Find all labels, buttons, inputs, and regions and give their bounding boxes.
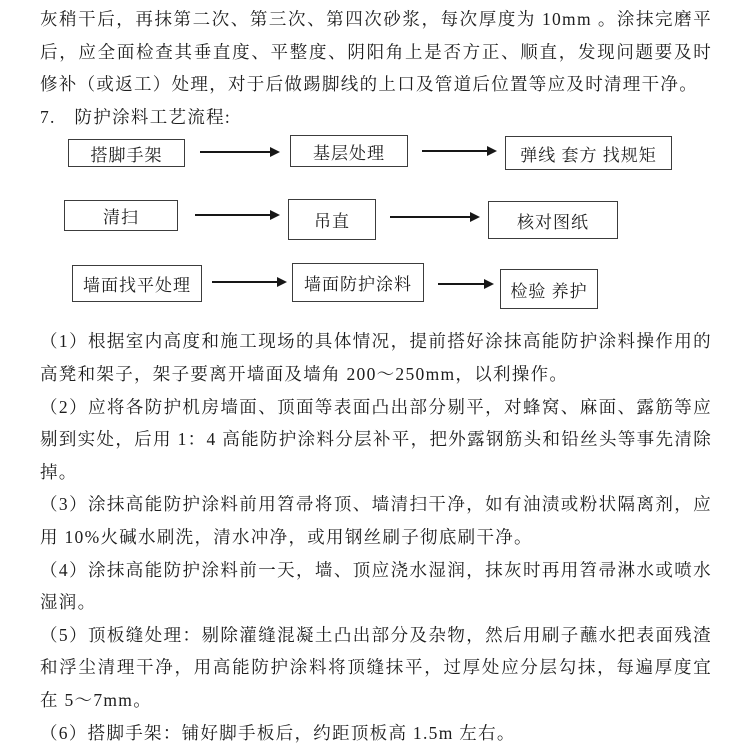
paragraph-3: （3）涂抹高能防护涂料前用笤帚将顶、墙清扫干净，如有油渍或粉状隔离剂，应用 10%火碱水刷洗，清水冲净，或用钢丝刷子彻底刷干净。	[40, 494, 712, 547]
process-flowchart	[0, 133, 750, 311]
flow-step-scaffolding: 搭脚手架	[68, 139, 185, 167]
flow-arrow	[422, 150, 495, 152]
flow-step-cleaning: 清扫	[64, 200, 178, 231]
paragraph-4: （4）涂抹高能防护涂料前一天，墙、顶应浇水湿润，抹灰时再用笤帚淋水或喷水湿润。	[40, 559, 712, 613]
paragraph-1: （1）根据室内高度和施工现场的具体情况，提前搭好涂抹高能防护涂料操作用的高凳和架子，架子要离开墙面及墙角 200～250mm，以利操作。	[40, 331, 712, 384]
flow-step-protective-coating: 墙面防护涂料	[292, 263, 424, 302]
paragraph-5: （5）顶板缝处理：剔除灌缝混凝土凸出部分及杂物，然后用刷子蘸水把表面残渣和浮尘清理干净，用高能防护涂料将顶缝抹平，过厚处应分层勾抹，每遍厚度宜在 5～7mm。	[40, 624, 712, 710]
paragraph-2: （2）应将各防护机房墙面、顶面等表面凸出部分剔平，对蜂窝、麻面、露筋等应剔到实处，后用 1：4 高能防护涂料分层补平，把外露钢筋头和铅丝头等事先清除掉。	[40, 396, 712, 482]
section-heading: 7. 防护涂料工艺流程:	[40, 106, 232, 127]
intro-paragraph: 灰稍干后，再抹第二次、第三次、第四次砂浆，每次厚度为 10mm 。涂抹完磨平后，应全面检查其垂直度、平整度、阴阳角上是否方正、顺直，发现问题要及时修补（或返工）处理，对于后做踢脚线的上口及管道后位置等应及时清理干净。	[40, 9, 712, 95]
flow-step-base-treatment: 基层处理	[290, 135, 408, 167]
body-paragraphs	[40, 325, 712, 749]
flow-step-check-drawings: 核对图纸	[488, 201, 618, 239]
flow-step-plumbing: 吊直	[288, 199, 376, 240]
flow-arrow	[438, 283, 492, 285]
flow-step-wall-leveling: 墙面找平处理	[72, 265, 202, 302]
flow-arrow	[200, 151, 278, 153]
flow-step-snap-lines: 弹线 套方 找规矩	[505, 136, 672, 170]
flow-arrow	[212, 281, 285, 283]
paragraph-6: （6）搭脚手架：铺好脚手板后，约距顶板高 1.5m 左右。	[40, 722, 516, 743]
flow-step-inspection-curing: 检验 养护	[500, 269, 598, 309]
flow-arrow	[390, 216, 478, 218]
flow-arrow	[195, 214, 278, 216]
